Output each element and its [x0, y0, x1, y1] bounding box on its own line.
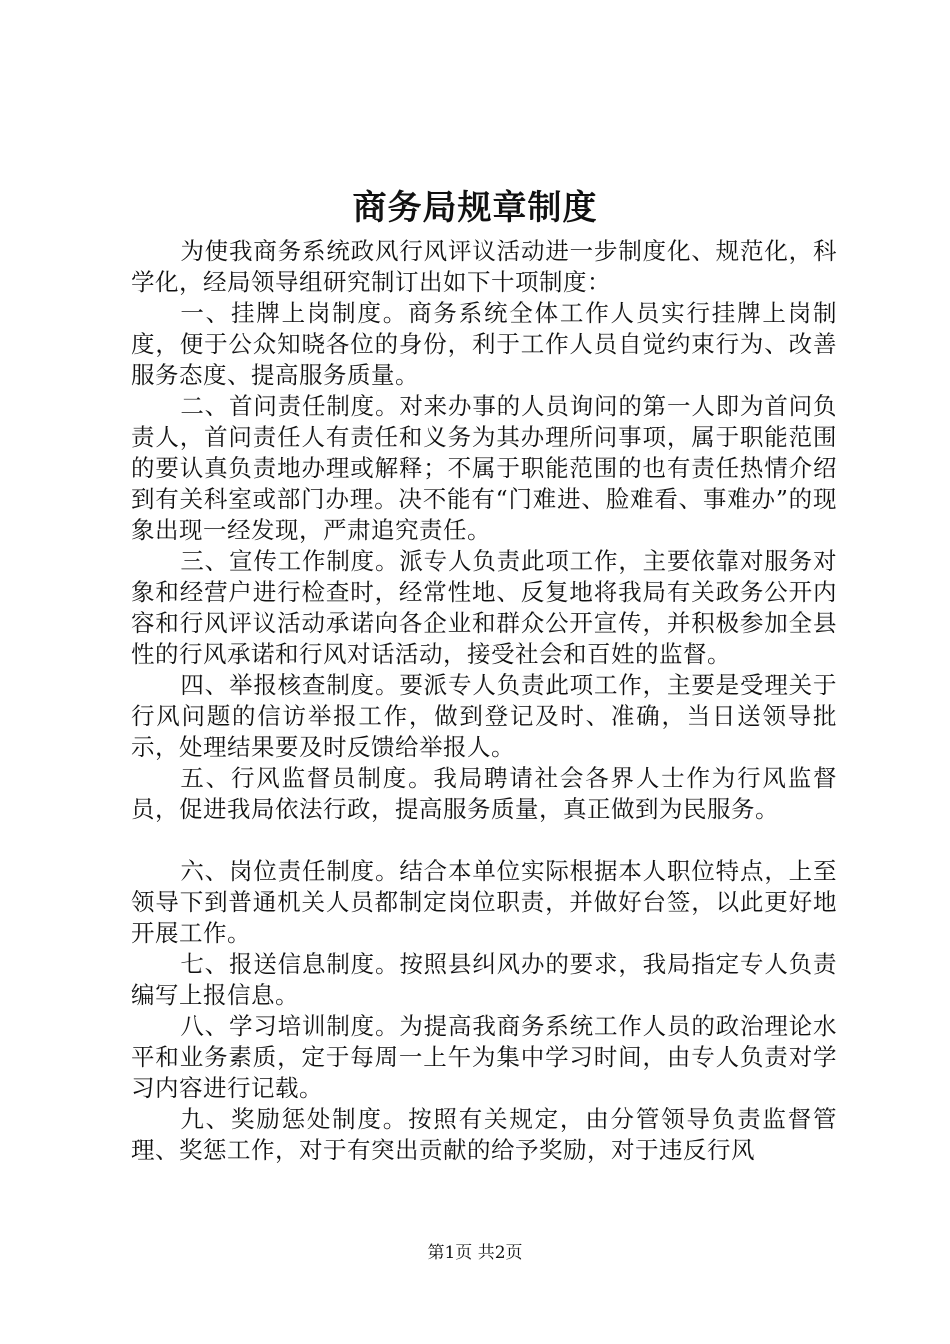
paragraph-item-9: 九、奖励惩处制度。按照有关规定，由分管领导负责监督管理、奖惩工作，对于有突出贡献的给予奖励，对于违反行风: [131, 1105, 837, 1164]
paragraph-item-5: 五、行风监督员制度。我局聘请社会各界人士作为行风监督员，促进我局依法行政，提高服务质量，真正做到为民服务。: [131, 764, 837, 823]
paragraph-item-8: 八、学习培训制度。为提高我商务系统工作人员的政治理论水平和业务素质，定于每周一上午为集中学习时间，由专人负责对学习内容进行记载。: [131, 1012, 837, 1102]
document-body: [131, 236, 837, 1166]
paragraph-item-4: 四、举报核查制度。要派专人负责此项工作，主要是受理关于行风问题的信访举报工作，做到登记及时、准确，当日送领导批示，处理结果要及时反馈给举报人。: [131, 671, 837, 761]
paragraph-item-1: 一、挂牌上岗制度。商务系统全体工作人员实行挂牌上岗制度，便于公众知晓各位的身份，利于工作人员自觉约束行为、改善服务态度、提高服务质量。: [131, 299, 837, 389]
paragraph-item-3: 三、宣传工作制度。派专人负责此项工作，主要依靠对服务对象和经营户进行检查时，经常性地、反复地将我局有关政务公开内容和行风评议活动承诺向各企业和群众公开宣传，并积极参加全县性的行风承诺和行风对话活动，接受社会和百姓的监督。: [131, 547, 837, 668]
page-number-footer: 第1页 共2页: [427, 1243, 523, 1263]
paragraph-item-6: 六、岗位责任制度。结合本单位实际根据本人职位特点，上至领导下到普通机关人员都制定岗位职责，并做好台签，以此更好地开展工作。: [131, 857, 837, 947]
paragraph-item-2: 二、首问责任制度。对来办事的人员询问的第一人即为首问负责人，首问责任人有责任和义务为其办理所问事项，属于职能范围的要认真负责地办理或解释；不属于职能范围的也有责任热情介绍到有关科室或部门办理。决不能有“门难进、脸难看、事难办”的现象出现一经发现，严肃追究责任。: [131, 392, 837, 544]
intro-paragraph: 为使我商务系统政风行风评议活动进一步制度化、规范化，科学化，经局领导组研究制订出如下十项制度：: [131, 237, 837, 296]
paragraph-item-7: 七、报送信息制度。按照县纠风办的要求，我局指定专人负责编写上报信息。: [131, 950, 837, 1009]
document-title: 商务局规章制度: [352, 188, 598, 228]
